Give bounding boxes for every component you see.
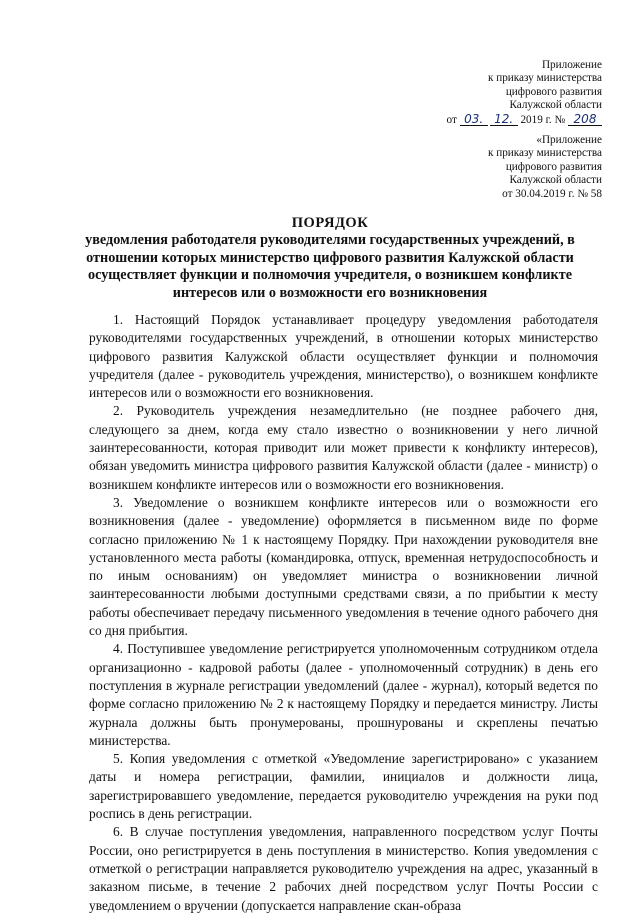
- appendix-block-previous: [488, 134, 602, 201]
- paragraph-3: 3. Уведомление о возникшем конфликте интересов или о возможности его возникновения (далее - уведомление) оформляется в письменном виде по форме согласно приложению № 1 к настоящему Порядку. При нахождении руководителя вне установленного места работы (командировка, отпуск, временная нетрудоспособность и по иным основаниям) он уведомляет министра о возникновении личной заинтересованности любыми доступными средствами связи, а по прибытии к месту работы обеспечивает передачу письменного уведомления в течение одного рабочего дня со дня прибытия.: [89, 494, 598, 639]
- appendix-line: к приказу министерства: [487, 72, 602, 85]
- document-body: [89, 311, 598, 915]
- paragraph-1: 1. Настоящий Порядок устанавливает процедуру уведомления работодателя руководителями государственных учреждений, в отношении которых министерство цифрового развития Калужской области осуществляет функции и полномочия учредителя (далее - руководитель учреждения, министерство), о возникшем конфликте интересов или о возможности его возникновения.: [89, 312, 598, 401]
- handwritten-date-month: 12.: [490, 113, 518, 126]
- date-prefix: от: [446, 113, 457, 126]
- appendix-line: от 30.04.2019 г. № 58: [502, 187, 602, 200]
- appendix-line: к приказу министерства: [487, 147, 602, 160]
- appendix-date-line: [447, 113, 603, 127]
- paragraph-4: 4. Поступившее уведомление регистрируется уполномоченным сотрудником отдела организационно - кадровой работы (далее - уполномоченный сотрудник) в день его поступления в журнале регистрации уведомлений (далее - журнал), который ведется по форме согласно приложению № 2 к настоящему Порядку и передается министру. Листы журнала должны быть пронумерованы, прошнурованы и скреплены печатью министерства.: [89, 641, 598, 748]
- date-year-suffix: 2019 г. №: [520, 113, 566, 126]
- title-subtitle: уведомления работодателя руководителями государственных учреждений, в отношении которых министерство цифрового развития Калужской области осуществляет функции и полномочия учредителя, о возникшем конфликте интересов или о возможности его возникновения: [85, 232, 575, 301]
- title-heading: ПОРЯДОК: [291, 215, 369, 231]
- appendix-line: Калужской области: [509, 174, 602, 187]
- appendix-block-current: [447, 59, 603, 127]
- handwritten-date-day: 03.: [460, 113, 488, 126]
- handwritten-order-number: 208: [568, 113, 602, 126]
- appendix-line: Приложение: [541, 59, 602, 71]
- document-title: [80, 215, 580, 302]
- appendix-line: цифрового развития: [505, 160, 602, 173]
- appendix-line: цифрового развития: [505, 85, 602, 98]
- appendix-line: «Приложение: [536, 134, 602, 146]
- paragraph-5: 5. Копия уведомления с отметкой «Уведомление зарегистрировано» с указанием даты и номера регистрации, фамилии, инициалов и должности лица, зарегистрировавшего уведомление, передается руководителю учреждения на руки под роспись в день регистрации.: [89, 751, 598, 822]
- paragraph-6: 6. В случае поступления уведомления, направленного посредством услуг Почты России, оно регистрируется в день поступления в министерство. Копия уведомления с отметкой о регистрации направляется руководителю учреждения на адрес, указанный в заказном письме, в течение 2 рабочих дней посредством услуг Почты России с уведомлением о вручении (допускается направление скан-образа: [89, 824, 598, 913]
- paragraph-2: 2. Руководитель учреждения незамедлительно (не позднее рабочего дня, следующего за днем, когда ему стало известно о возникновении у него личной заинтересованности, которая приводит или может привести к конфликту интересов), обязан уведомить министра цифрового развития Калужской области (далее - министр) о возникшем конфликте интересов или о возможности его возникновения.: [89, 403, 598, 492]
- appendix-line: Калужской области: [509, 99, 602, 112]
